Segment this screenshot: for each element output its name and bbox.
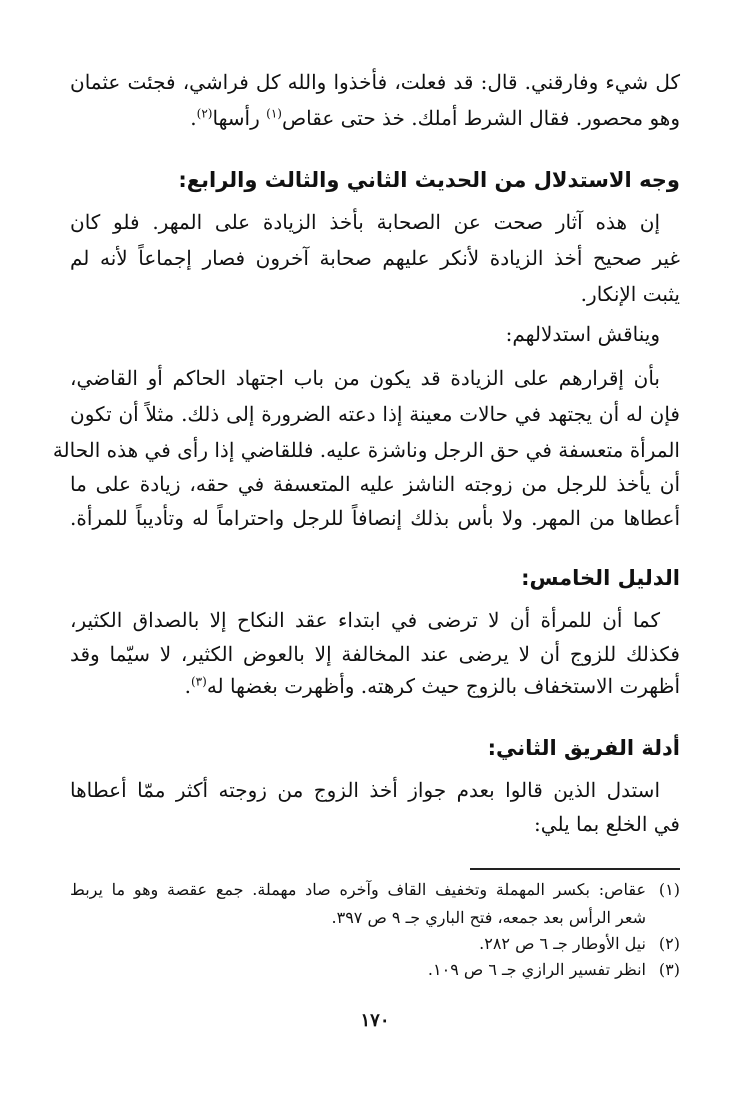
- section-heading-second-group: أدلة الفريق الثاني:: [487, 736, 680, 760]
- intro-line-2-text: وهو محصور. فقال الشرط أملك. خذ حتى عقاص: [281, 106, 680, 130]
- section-heading-inference: وجه الاستدلال من الحديث الثاني والثالث والرابع:: [178, 168, 680, 192]
- footnote-text: نيل الأوطار جـ ٦ ص ٢٨٢.: [479, 934, 646, 953]
- paragraph-text: أظهرت الاستخفاف بالزوج حيث كرهته. وأظهرت بغضها له: [206, 674, 680, 698]
- footnote-text: عقاص: بكسر المهملة وتخفيف القاف وآخره صاد مهملة. جمع عقصة وهو ما يربط: [70, 880, 646, 899]
- footnote-ref-1: (١): [266, 106, 282, 121]
- paragraph-line-last: [70, 672, 680, 700]
- paragraph-line: فإن له أن يجتهد في حالات معينة إذا دعته الضرورة إلى ذلك. مثلاً أن تكون: [70, 402, 680, 426]
- footnote-text: انظر تفسير الرازي جـ ٦ ص ١٠٩.: [427, 960, 646, 979]
- paragraph-line: المرأة متعسفة في حق الرجل وناشزة عليه. فللقاضي إذا رأى في هذه الحالة: [52, 438, 680, 462]
- footnote-number: (١): [658, 880, 680, 899]
- paragraph-end: .: [184, 674, 191, 698]
- paragraph-line: فكذلك للزوج أن لا يرضى عند المخالفة إلا بالعوض الكثير، لا سيّما وقد: [70, 642, 680, 666]
- footnote-2: [70, 932, 680, 956]
- footnote-number: (٢): [658, 934, 680, 953]
- intro-line-1: كل شيء وفارقني. قال: قد فعلت، فأخذوا والله كل فراشي، فجئت عثمان: [70, 70, 680, 94]
- footnote-3: [70, 958, 680, 982]
- intro-line-2-mid: رأسها: [212, 106, 267, 130]
- footnote-divider: [470, 868, 680, 870]
- paragraph-line: كما أن للمرأة أن لا ترضى في ابتداء عقد النكاح إلا بالصداق الكثير،: [70, 608, 660, 632]
- paragraph-line: إن هذه آثار صحت عن الصحابة بأخذ الزيادة على المهر. فلو كان: [70, 210, 660, 234]
- footnote-ref-2: (٢): [196, 106, 213, 121]
- paragraph-line: أعطاها من المهر. ولا بأس بذلك إنصافاً للرجل واحتراماً له وتأديباً للمرأة.: [70, 506, 680, 530]
- paragraph-line: بأن إقرارهم على الزيادة قد يكون من باب اجتهاد الحاكم أو القاضي،: [70, 366, 660, 390]
- paragraph-line: يثبت الإنكار.: [580, 282, 680, 306]
- paragraph-line: في الخلع بما يلي:: [534, 812, 680, 836]
- footnote-number: (٣): [658, 960, 680, 979]
- intro-line-2: [70, 104, 680, 132]
- footnote-1-continued: شعر الرأس بعد جمعه، فتح الباري جـ ٩ ص ٣٩٧.: [331, 908, 646, 927]
- page-number: ١٧٠: [360, 1010, 390, 1031]
- section-heading-fifth-evidence: الدليل الخامس:: [521, 566, 680, 590]
- paragraph-line: استدل الذين قالوا بعدم جواز أخذ الزوج من زوجته أكثر ممّا أعطاها: [70, 778, 660, 802]
- paragraph-line: غير صحيح أخذ الزيادة لأنكر عليهم صحابة آخرون فصار إجماعاً لأنه لم: [70, 246, 680, 270]
- footnote-1: [70, 878, 680, 902]
- discussion-label: ويناقش استدلالهم:: [505, 322, 660, 346]
- footnote-ref-3: (٣): [190, 674, 207, 689]
- intro-line-2-end: .: [190, 106, 197, 130]
- paragraph-line: أن يأخذ للرجل من زوجته الناشز عليه المتعسفة في حقه، زيادة على ما: [70, 472, 680, 496]
